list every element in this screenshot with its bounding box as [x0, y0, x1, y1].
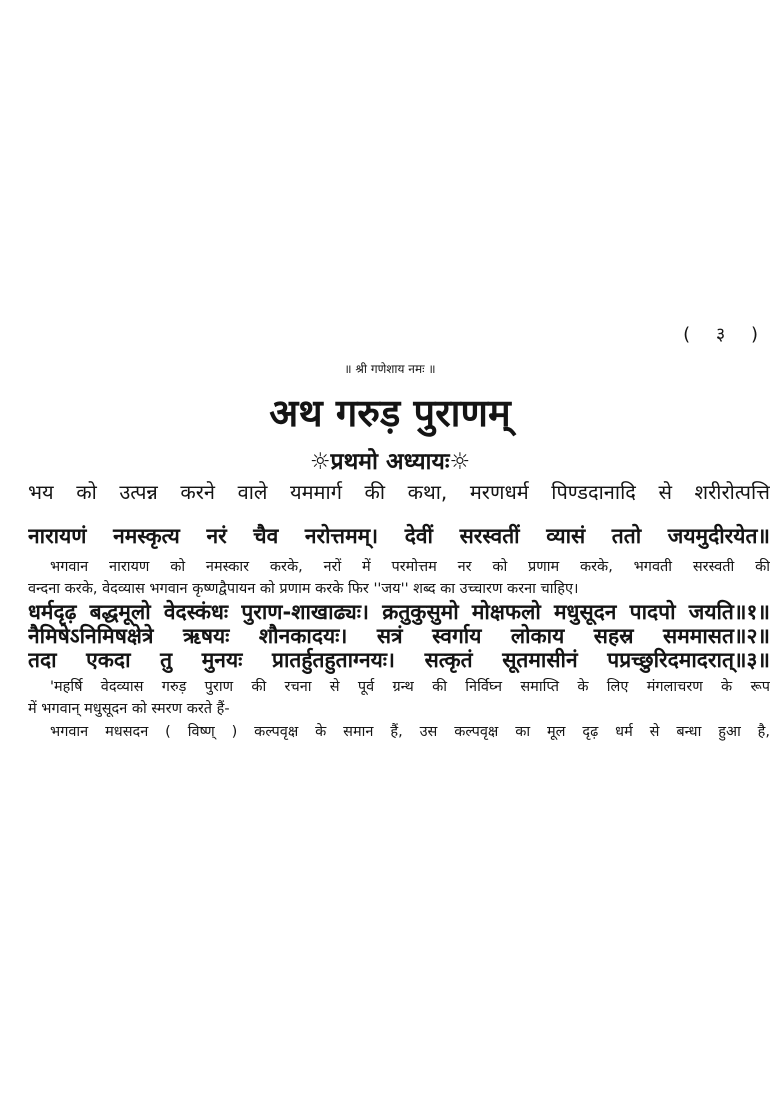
- commentary-line: भगवान मधसदन ( विष्ण् ) कल्पवृक्ष के समान हैं, उस कल्पवृक्ष का मूल दृढ़ धर्म से बन्धा हुआ है,: [50, 724, 770, 740]
- page-title: अथ गरुड़ पुराणम्: [269, 391, 511, 435]
- translation-line: भगवान नारायण को नमस्कार करके, नरों में परमोत्तम नर को प्रणाम करके, भगवती सरस्वती की: [50, 559, 770, 575]
- verse-invocation: नारायणं नमस्कृत्य नरं चैव नरोत्तमम्। देवीं सरस्वतीं व्यासं ततो जयमुदीरयेत॥: [28, 524, 770, 548]
- translation-line: वन्दना करके, वेदव्यास भगवान कृष्णद्वैपायन को प्रणाम करके फिर ''जय'' शब्द का उच्चारण करना चाहिए।: [28, 581, 579, 597]
- page-number: ( ३ ): [683, 324, 768, 345]
- commentary-line: 'महर्षि वेदव्यास गरुड़ पुराण की रचना से पूर्व ग्रन्थ की निर्विघ्न समाप्ति के लिए मंगलाचरण के रूप: [50, 679, 770, 695]
- chapter-heading: ☼प्रथमो अध्यायः☼: [309, 449, 471, 475]
- chapter-summary: भय को उत्पन्न करने वाले यममार्ग की कथा, मरणधर्म पिण्डदानादि से शरीरोत्पत्ति: [28, 480, 770, 504]
- verse-1: धर्मदृढ़ बद्धमूलो वेदस्कंधः पुराण-शाखाढ्यः। क्रतुकुसुमो मोक्षफलो मधुसूदन पादपो जयति॥१॥: [28, 600, 770, 624]
- commentary-line: में भगवान् मधुसूदन को स्मरण करते हैं-: [28, 701, 230, 717]
- verse-2: नैमिषेऽनिमिषक्षेत्रे ऋषयः शौनकादयः। सत्रं स्वर्गाय लोकाय सहस्र सममासत॥२॥: [28, 624, 770, 648]
- invocation: ॥ श्री गणेशाय नमः ॥: [344, 362, 436, 376]
- verse-3: तदा एकदा तु मुनयः प्रातर्हुतहुताग्नयः। सत्कृतं सूतमासीनं पप्रच्छुरिदमादरात्॥३॥: [28, 648, 770, 672]
